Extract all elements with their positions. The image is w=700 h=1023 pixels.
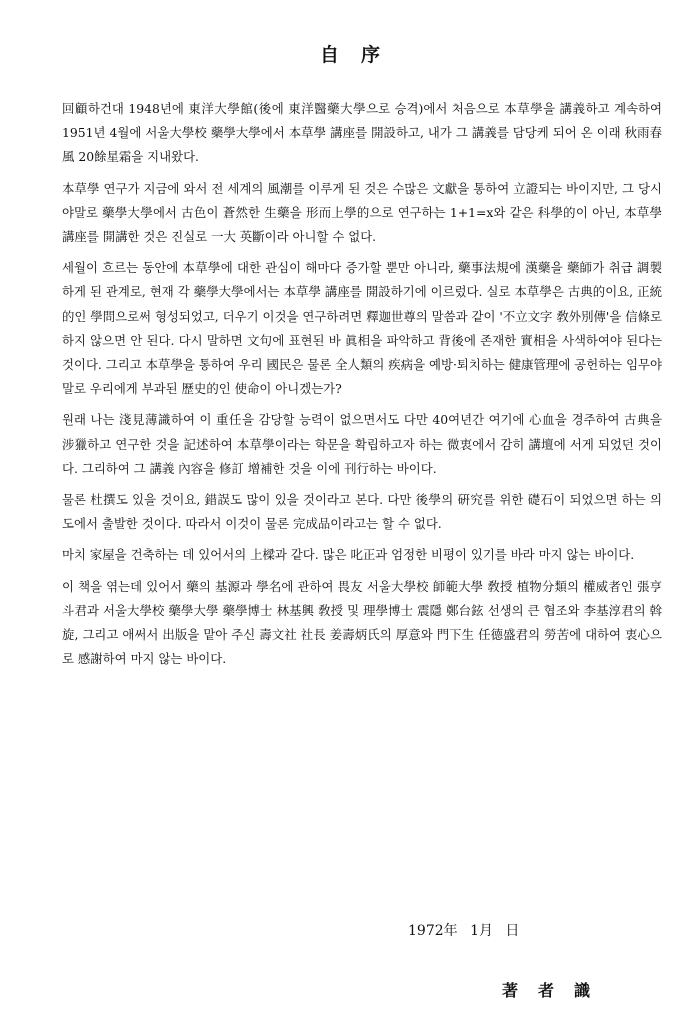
author-signature: 著者識 (502, 981, 611, 1000)
paragraph-1: 回顧하건대 1948년에 東洋大學館(後에 東洋醫藥大學으로 승격)에서 처음으로 本草學을 講義하고 계속하여 1951년 4월에 서울大學校 藥學大學에서 本草學 講座를 開設하고, 내가 그 講義를 담당케 되어 온 이래 秋雨春風 20餘星霜을 지내왔다. (62, 101, 662, 165)
paragraph-5: 물론 杜撰도 있을 것이요, 錯誤도 많이 있을 것이라고 본다. 다만 後學의 硏究를 위한 礎石이 되었으면 하는 의도에서 출발한 것이다. 따라서 이것이 물론 完成品이라고는 할 수 없다. (62, 492, 662, 532)
paragraph-3: 세월이 흐르는 동안에 本草學에 대한 관심이 해마다 증가할 뿐만 아니라, 藥事法規에 漢藥을 藥師가 취급 調製하게 된 관계로, 현재 각 藥學大學에서는 本草學 講座를 開設하기에 이르렀다. 실로 本草學은 古典的이요, 正統的인 學問으로써 형성되었고, 더우기 이것을 연구하려면 釋迦世尊의 말씀과 같이 '不立文字 敎外別傳'을 信條로 하지 않으면 안 된다. 다시 말하면 文句에 표현된 바 眞相을 파악하고 背後에 존재한 實相을 사색하여야 된다는 것이다. 그리고 本草學을 통하여 우리 國民은 물론 全人類의 疾病을 예방·퇴치하는 健康管理에 공헌하는 임무야말로 우리에게 부과된 歷史的인 使命이 아니겠는가? (62, 260, 662, 397)
preface-body (62, 97, 662, 678)
preface-date: 1972年 1月 日 (408, 923, 520, 939)
paragraph-7: 이 책을 엮는데 있어서 藥의 基源과 學名에 관하여 畏友 서울大學校 師範大學 敎授 植物分類의 權威者인 張亨斗君과 서울大學校 藥學大學 藥學博士 林基興 敎授 및 理學博士 震隱 鄭台鉉 선생의 큰 협조와 李基淳君의 斡旋, 그리고 애써서 出版을 맡아 주신 壽文社 社長 姜壽炳氏의 厚意와 門下生 任德盛君의 勞苦에 대하여 衷心으로 感謝하여 마지 않는 바이다. (62, 578, 662, 667)
paragraph-6: 마치 家屋을 건축하는 데 있어서의 上樑과 같다. 많은 叱正과 엄정한 비평이 있기를 바라 마지 않는 바이다. (62, 547, 635, 563)
page-title: 自序 (319, 44, 402, 66)
paragraph-2: 本草學 연구가 지금에 와서 전 세계의 風潮를 이루게 된 것은 수많은 文獻을 통하여 立證되는 바이지만, 그 당시야말로 藥學大學에서 古色이 蒼然한 生藥을 形而上學的으로 연구하는 1+1=x와 같은 科學的이 아닌, 本草學 講座를 開講한 것은 진실로 一大 英斷이라 아니할 수 없다. (62, 180, 662, 245)
paragraph-4: 원래 나는 淺見薄識하여 이 重任을 감당할 능력이 없으면서도 다만 40여년간 여기에 心血을 경주하여 古典을 涉獵하고 연구한 것을 記述하여 本草學이라는 학문을 확립하고자 하는 微衷에서 감히 講壇에 서게 되었던 것이다. 그리하여 그 講義 內容을 修訂 增補한 것을 이에 刊行하는 바이다. (62, 412, 662, 476)
